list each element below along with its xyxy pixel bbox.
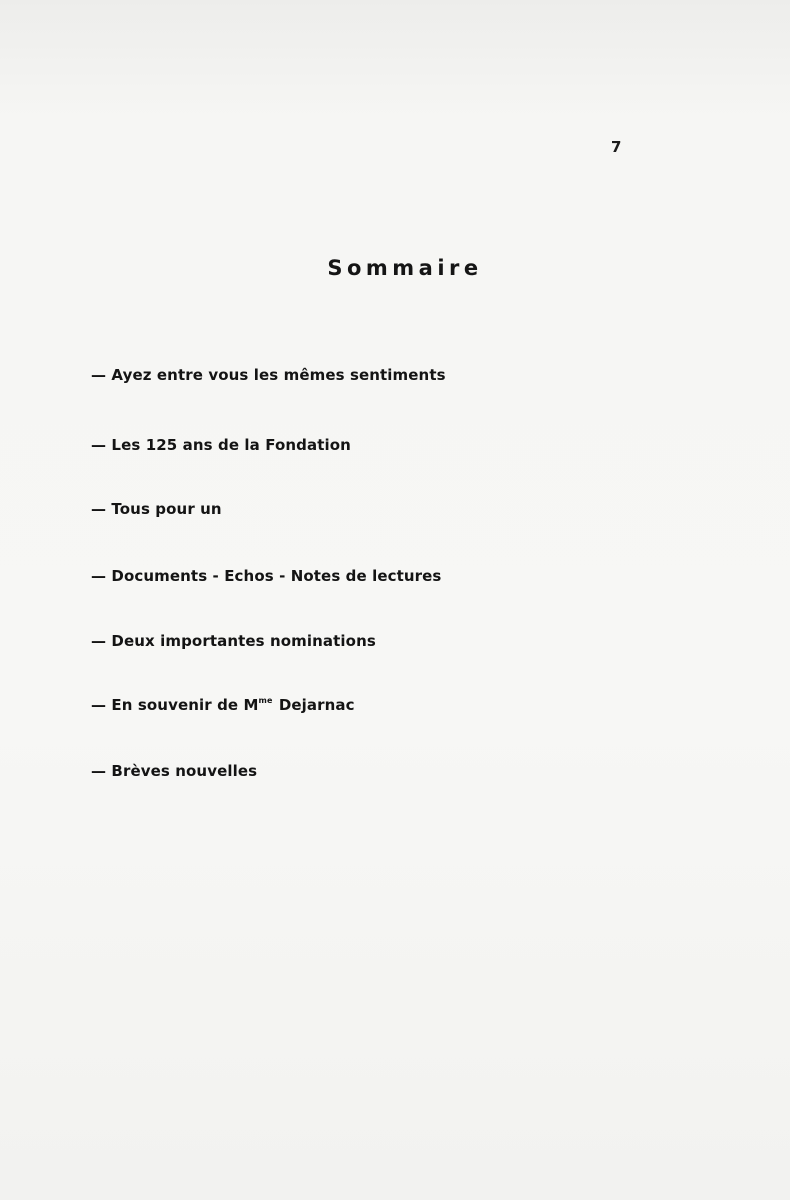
contents-entry: — Ayez entre vous les mêmes sentiments xyxy=(91,366,446,384)
entry-text-suffix: Dejarnac xyxy=(273,696,355,714)
contents-entry: — Les 125 ans de la Fondation xyxy=(91,436,351,454)
contents-entry xyxy=(91,696,355,714)
page-title: Sommaire xyxy=(327,256,483,280)
entry-text-prefix: — En souvenir de M xyxy=(91,696,259,714)
entry-text-superscript: me xyxy=(258,696,273,705)
contents-entry: — Brèves nouvelles xyxy=(91,762,258,780)
contents-entry: — Tous pour un xyxy=(91,500,222,518)
contents-entry: — Documents - Echos - Notes de lectures xyxy=(91,567,442,585)
page-number: 7 xyxy=(611,138,622,156)
contents-entry: — Deux importantes nominations xyxy=(91,632,376,650)
